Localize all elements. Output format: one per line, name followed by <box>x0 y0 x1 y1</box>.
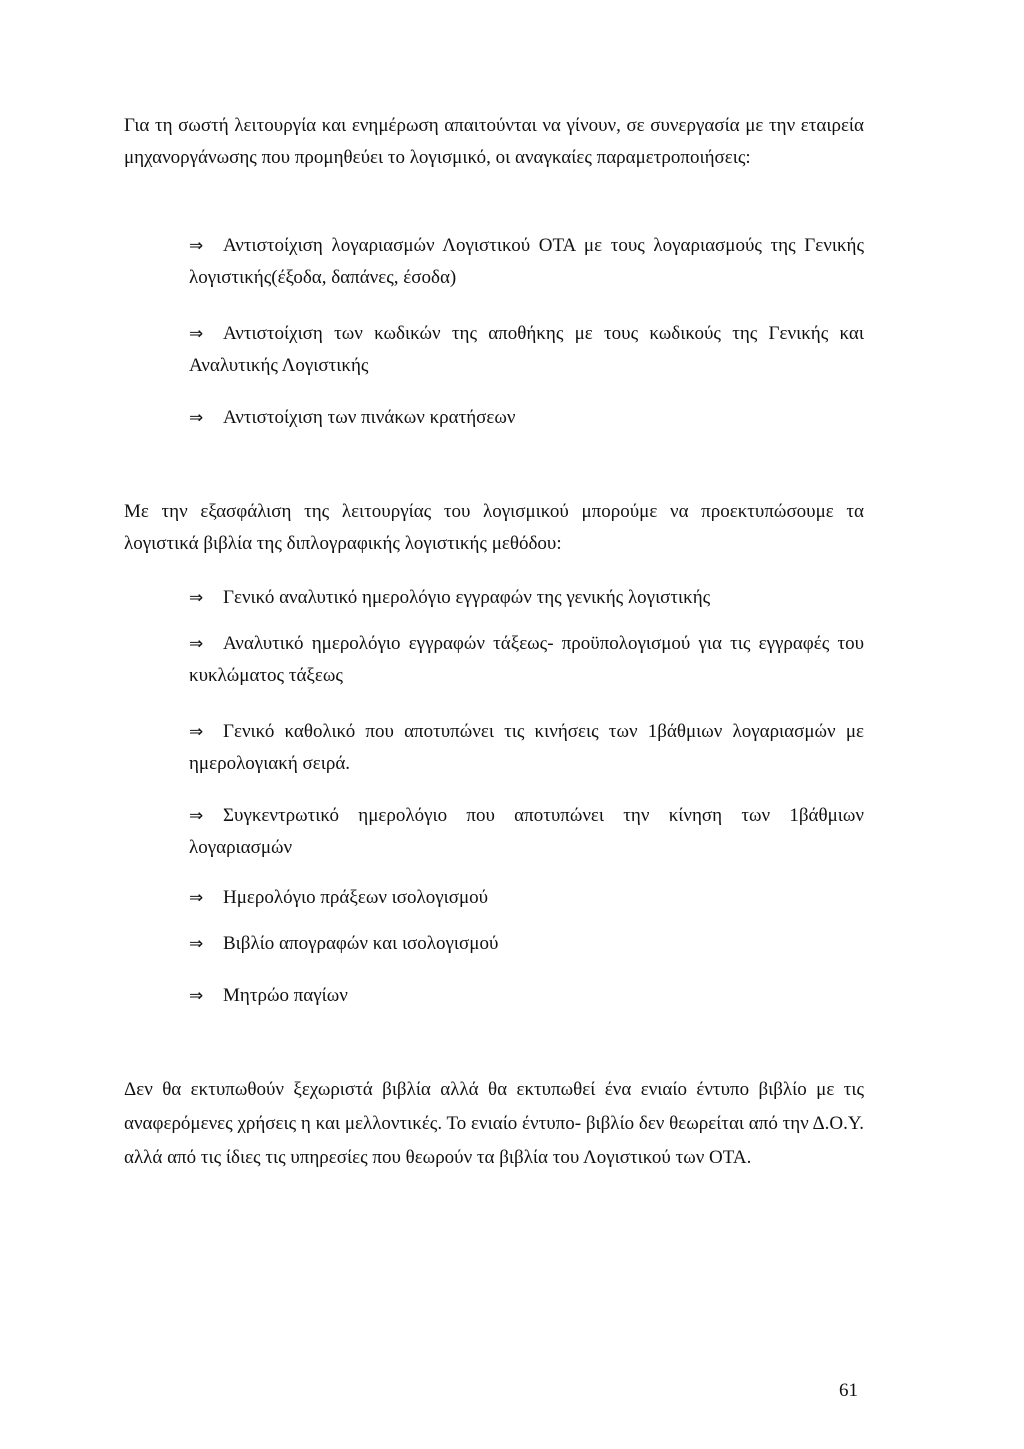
books-intro-paragraph: Με την εξασφάλιση της λειτουργίας του λογισμικού μπορούμε να προεκτυπώσουμε τα λογιστικά βιβλία της διπλογραφικής λογιστικής μεθόδου: <box>124 501 864 554</box>
list-item-text: Αναλυτικό ημερολόγιο εγγραφών τάξεως- προϋπολογισμού για τις εγγραφές του κυκλώματος τάξεως <box>189 633 864 686</box>
list-item <box>189 928 864 960</box>
list-item <box>189 800 864 864</box>
list-item-text: Αντιστοίχιση των κωδικών της αποθήκης με τους κωδικούς της Γενικής και Αναλυτικής Λογιστικής <box>189 323 864 376</box>
list-item <box>189 230 864 294</box>
list-item-text: Μητρώο παγίων <box>223 985 348 1006</box>
list-item-text: Αντιστοίχιση των πινάκων κρατήσεων <box>223 407 516 428</box>
double-right-arrow-icon: ⇒ <box>189 634 204 654</box>
double-right-arrow-icon: ⇒ <box>189 934 204 954</box>
list-item-text: Γενικό αναλυτικό ημερολόγιο εγγραφών της γενικής λογιστικής <box>223 587 711 608</box>
list-item <box>189 882 864 914</box>
list-item <box>189 402 864 434</box>
list-item <box>189 318 864 382</box>
double-right-arrow-icon: ⇒ <box>189 588 204 608</box>
double-right-arrow-icon: ⇒ <box>189 408 204 428</box>
double-right-arrow-icon: ⇒ <box>189 324 204 344</box>
list-item-text: Ημερολόγιο πράξεων ισολογισμού <box>223 887 489 908</box>
double-right-arrow-icon: ⇒ <box>189 888 204 908</box>
list-item-text: Αντιστοίχιση λογαριασμών Λογιστικού ΟΤΑ με τους λογαριασμούς της Γενικής λογιστικής(έξοδα, δαπάνες, έσοδα) <box>189 235 864 288</box>
list-item <box>189 582 864 614</box>
list-item-text: Συγκεντρωτικό ημερολόγιο που αποτυπώνει την κίνηση των 1βάθμιων λογαριασμών <box>189 805 864 858</box>
double-right-arrow-icon: ⇒ <box>189 236 204 256</box>
closing-paragraph: Δεν θα εκτυπωθούν ξεχωριστά βιβλία αλλά θα εκτυπωθεί ένα ενιαίο έντυπο βιβλίο με τις αναφερόμενες χρήσεις η και μελλοντικές. Το ενιαίο έντυπο- βιβλίο δεν θεωρείται από την Δ.Ο.Υ. αλλά από τις ίδιες τις υπηρεσίες που θεωρούν τα βιβλία του Λογιστικού των ΟΤΑ. <box>124 1079 864 1168</box>
list-item <box>189 980 864 1012</box>
list-item-text: Βιβλίο απογραφών και ισολογισμού <box>223 933 499 954</box>
double-right-arrow-icon: ⇒ <box>189 722 204 742</box>
intro-paragraph: Για τη σωστή λειτουργία και ενημέρωση απαιτούνται να γίνουν, σε συνεργασία με την εταιρεία μηχανοργάνωσης που προμηθεύει το λογισμικό, οι αναγκαίες παραμετροποιήσεις: <box>124 115 864 168</box>
double-right-arrow-icon: ⇒ <box>189 806 204 826</box>
list-item <box>189 716 864 780</box>
page-number: 61 <box>839 1380 858 1401</box>
list-item-text: Γενικό καθολικό που αποτυπώνει τις κινήσεις των 1βάθμιων λογαριασμών με ημερολογιακή σειρά. <box>189 721 864 774</box>
double-right-arrow-icon: ⇒ <box>189 986 204 1006</box>
list-item <box>189 628 864 692</box>
